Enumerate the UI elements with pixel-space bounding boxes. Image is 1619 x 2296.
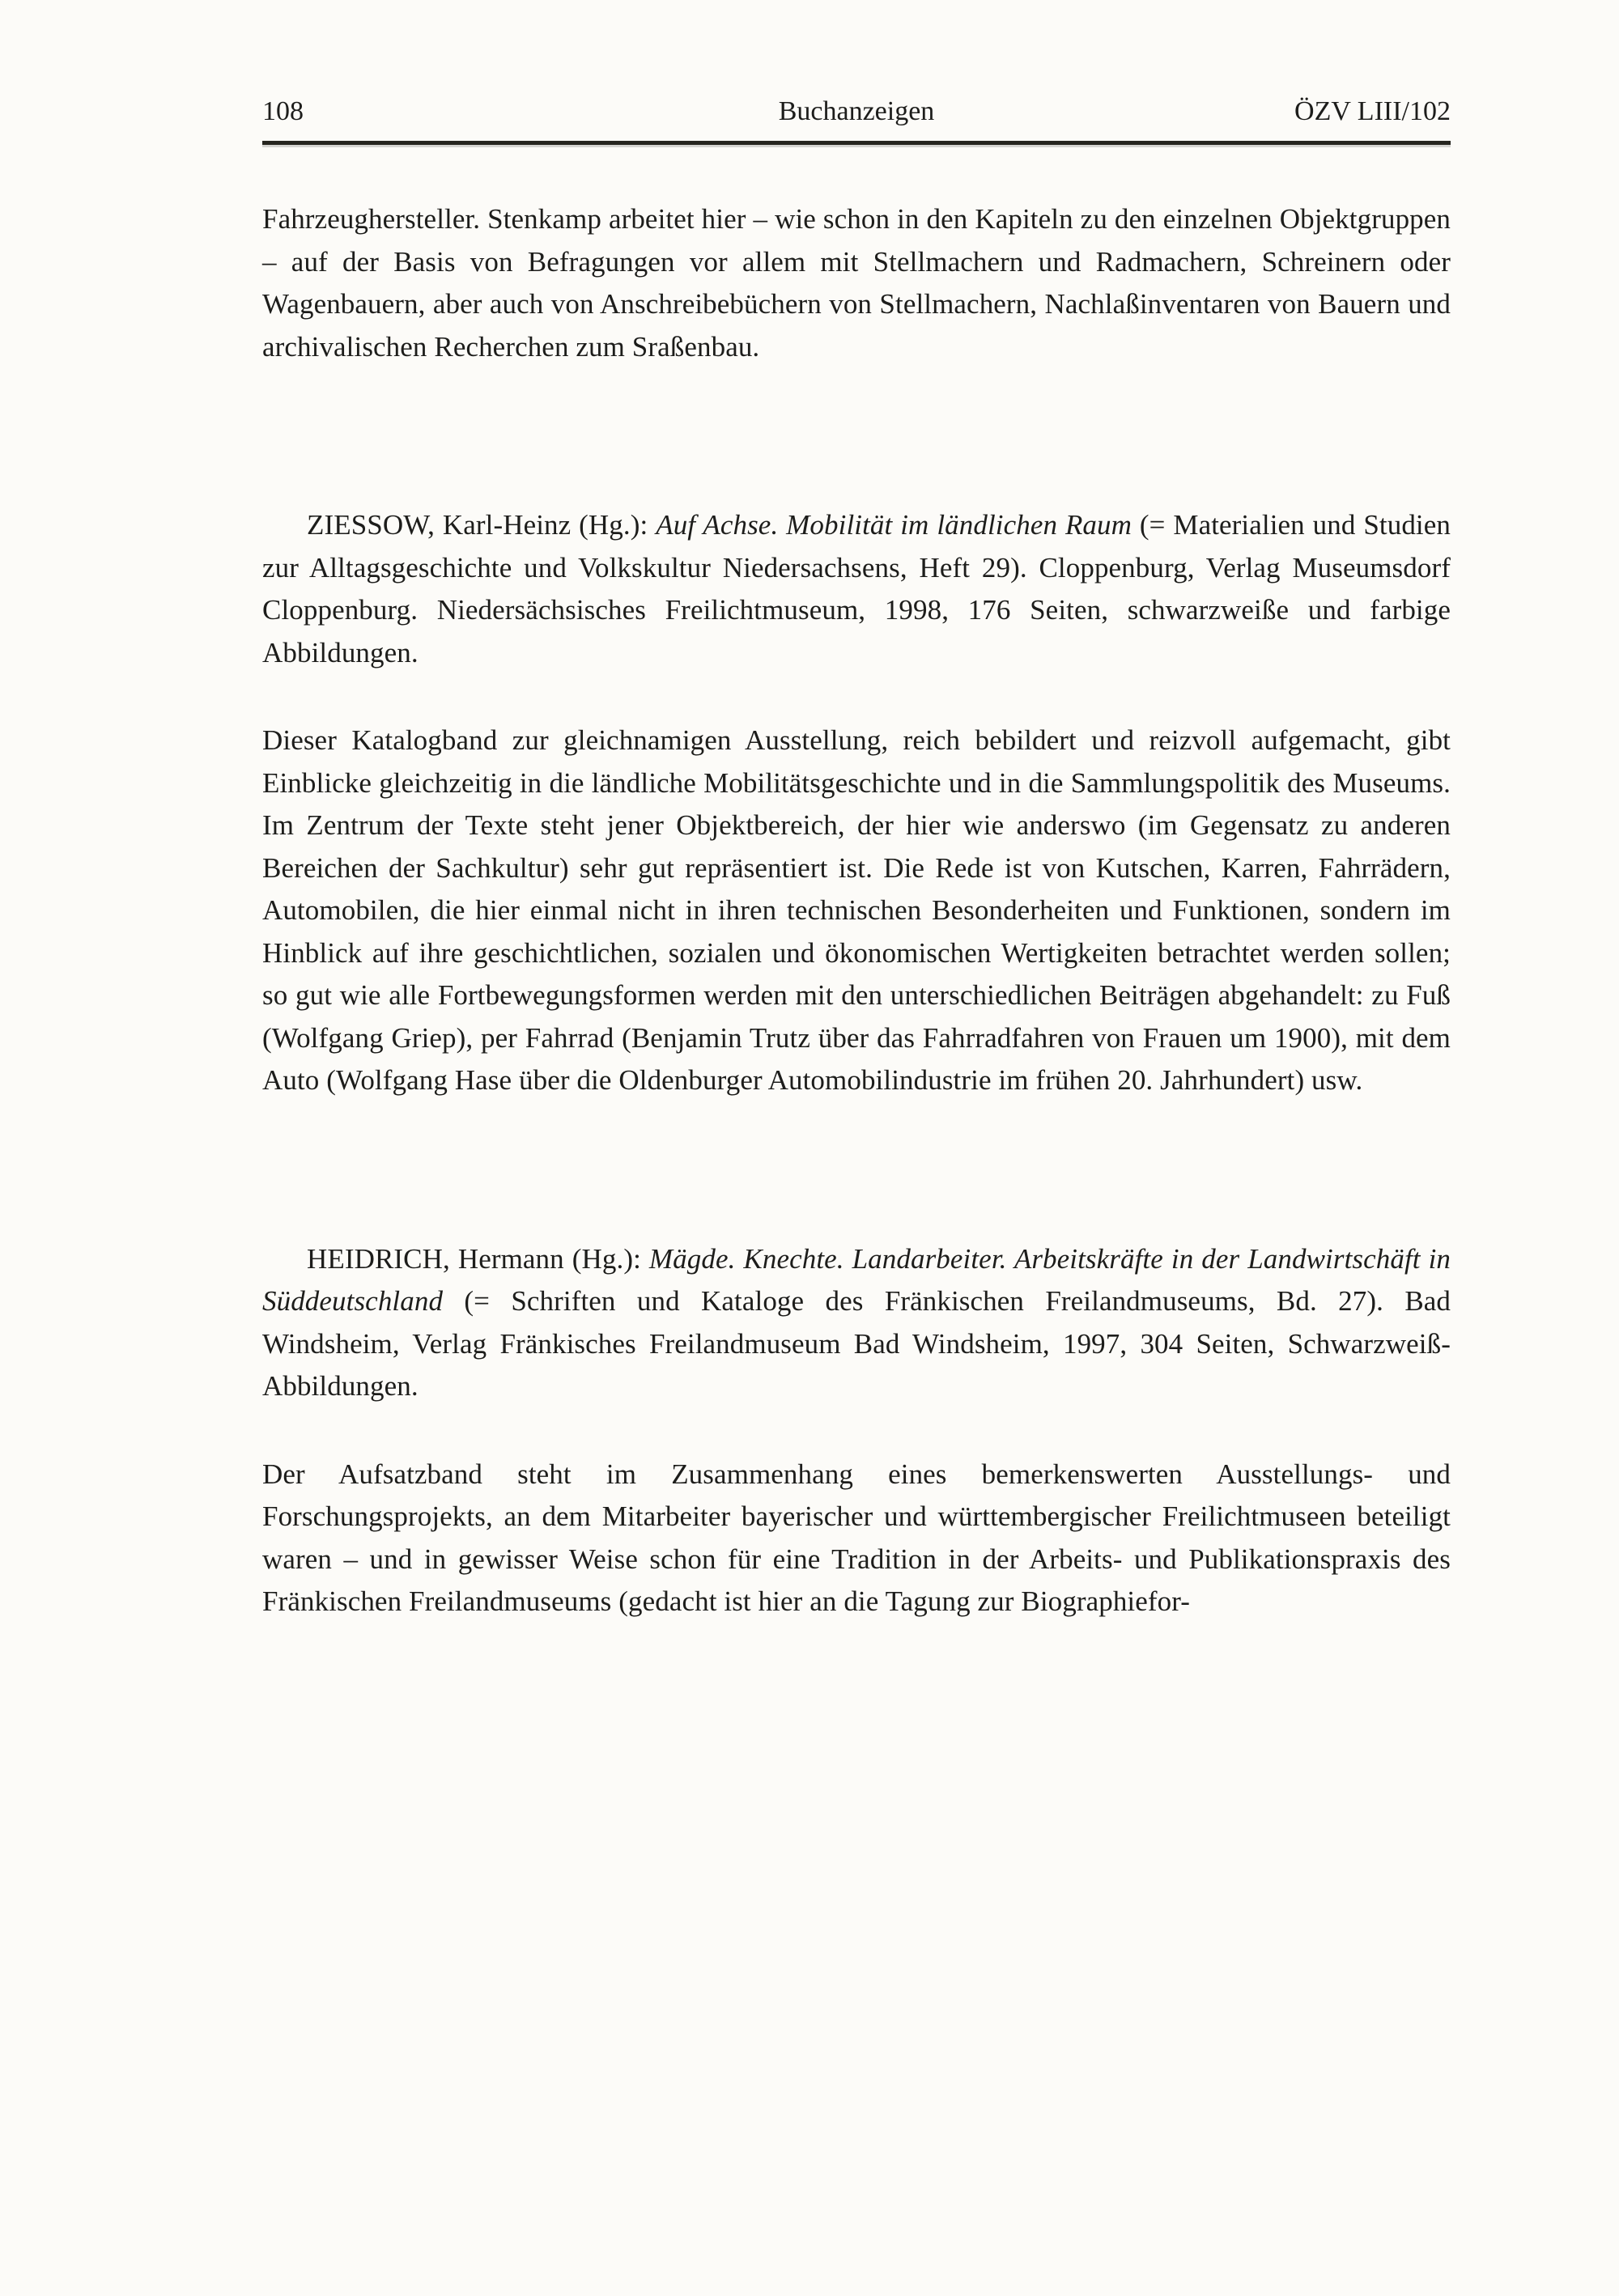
book-entry-heidrich — [262, 1238, 1451, 1408]
page-body — [262, 198, 1451, 1623]
paragraph-aufsatzband-review: Der Aufsatzband steht im Zusammenhang eines bemerkenswerten Ausstellungs- und Forschungsprojekts, an dem Mitarbeiter bayerischer und württembergischer Freilichtmuseen beteiligt waren – und in gewisser Weise schon für eine Tradition in der Arbeits- und Publikationspraxis des Fränkischen Freilandmuseums (gedacht ist hier an die Tagung zur Biographiefor- — [262, 1458, 1451, 1617]
entry-ziessow-publication-details: (= Materialien und Studien zur Alltagsgeschichte und Volkskultur Niedersachsens, Heft 29). Cloppenburg, Verlag Museumsdorf Cloppenburg. Niedersächsisches Freilichtmuseum, 1998, 176 Seiten, schwarzweiße und farbige Abbildungen. — [262, 509, 1451, 668]
page-number: 108 — [262, 96, 304, 126]
entry-heidrich-book-title: Mägde. Knechte. Landarbeiter. Arbeitskräfte in der Landwirtschäft in Süddeutschland — [262, 1242, 1451, 1317]
book-entry-ziessow — [262, 504, 1451, 674]
entry-ziessow-book-title: Auf Achse. Mobilität im ländlichen Raum — [656, 509, 1132, 541]
paragraph-fahrzeughersteller: Fahrzeughersteller. Stenkamp arbeitet hier – wie schon in den Kapiteln zu den einzelnen Objektgruppen – auf der Basis von Befragungen vor allem mit Stellmachern und Radmachern, Schreinern oder Wagenbauern, aber auch von Anschreibebüchern von Stellmachern, Nachlaßinventaren von Bauern und archivalischen Recherchen zum Sraßenbau. — [262, 203, 1451, 363]
running-header — [262, 95, 1451, 128]
entry-ziessow-author: ZIESSOW, Karl-Heinz (Hg.): — [307, 509, 657, 541]
journal-reference: ÖZV LIII/102 — [1294, 96, 1451, 126]
header-rule — [262, 141, 1451, 145]
paragraph-katalogband-review: Dieser Katalogband zur gleichnamigen Ausstellung, reich bebildert und reizvoll aufgemacht, gibt Einblicke gleichzeitig in die ländliche Mobilitätsgeschichte und in die Sammlungspolitik des Museums. Im Zentrum der Texte steht jener Objektbereich, der hier wie anderswo (im Gegensatz zu anderen Bereichen der Sachkultur) sehr gut repräsentiert ist. Die Rede ist von Kutschen, Karren, Fahrrädern, Automobilen, die hier einmal nicht in ihren technischen Besonderheiten und Funktionen, sondern im Hinblick auf ihre geschichtlichen, sozialen und ökonomischen Wertigkeiten betrachtet werden sollen; so gut wie alle Fortbewegungsformen werden mit den unterschiedlichen Beiträgen abgehandelt: zu Fuß (Wolfgang Griep), per Fahrrad (Benjamin Trutz über das Fahrradfahren von Frauen um 1900), mit dem Auto (Wolfgang Hase über die Oldenburger Automobilindustrie im frühen 20. Jahrhundert) usw. — [262, 724, 1451, 1096]
text-block — [262, 95, 1451, 1623]
entry-heidrich-author: HEIDRICH, Hermann (Hg.): — [307, 1242, 649, 1275]
running-title: Buchanzeigen — [778, 96, 935, 126]
entry-heidrich-publication-details: (= Schriften und Kataloge des Fränkischen Freilandmuseums, Bd. 27). Bad Windsheim, Verlag Fränkisches Freilandmuseum Bad Windsheim, 1997, 304 Seiten, Schwarzweiß-Abbildungen. — [262, 1285, 1451, 1402]
